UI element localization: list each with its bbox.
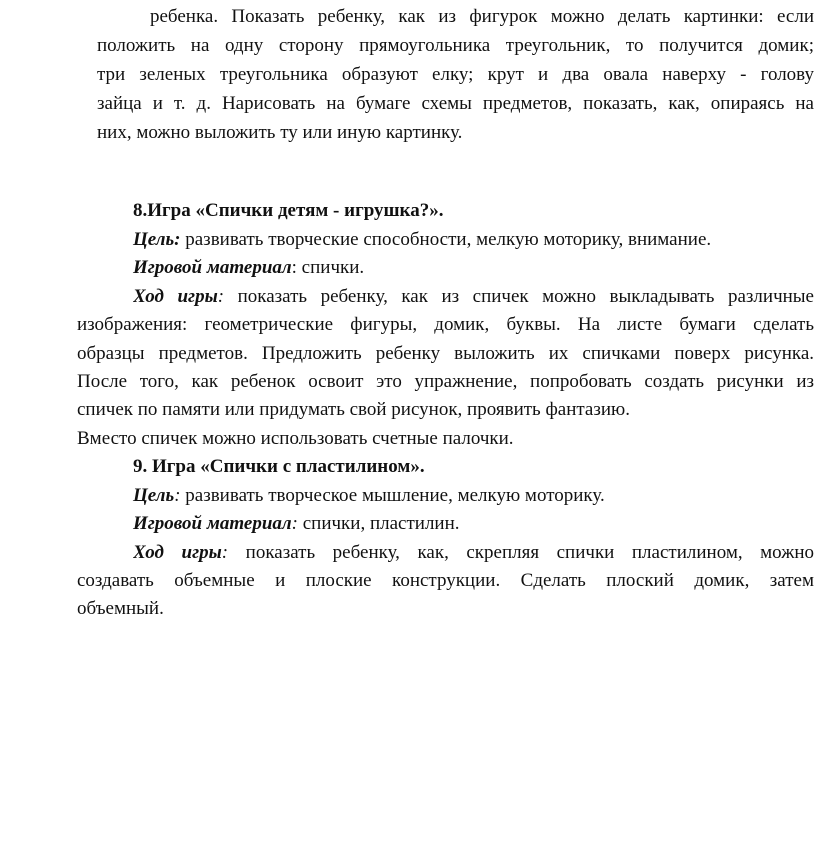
game8-process-line: спичек по памяти или придумать свой рисунок, проявить фантазию.	[77, 399, 630, 420]
game8-process-colon: :	[217, 286, 225, 307]
intro-line: ребенка. Показать ребенку, как из фигурок можно делать картинки: если	[150, 6, 814, 27]
intro-line: три зеленых треугольника образуют елку; крут и два овала наверху - голову	[97, 64, 814, 85]
game8-material	[133, 256, 364, 280]
game8-process-line: показать ребенку, как из спичек можно выкладывать различные	[224, 286, 814, 307]
game9-goal-label: Цель	[133, 485, 175, 506]
game8-title: 8.Игра «Спички детям - игрушка?».	[133, 200, 444, 221]
game8-process-line: Вместо спичек можно использовать счетные палочки.	[77, 428, 514, 449]
game9-material-label: Игровой материал	[133, 513, 292, 534]
game9-process-line: создавать объемные и плоские конструкции. Сделать плоский домик, затем	[77, 570, 814, 591]
game8-process	[133, 285, 814, 309]
game9-goal-text: развивать творческое мышление, мелкую моторику.	[180, 485, 605, 506]
intro-line: них, можно выложить ту или иную картинку.	[97, 122, 463, 143]
game8-material-text: : спички.	[291, 257, 365, 278]
game9-goal-colon: :	[174, 485, 181, 506]
game9-process-line: объемный.	[77, 598, 164, 619]
intro-line: положить на одну сторону прямоугольника треугольник, то получится домик;	[97, 35, 814, 56]
game9-material-colon: :	[291, 513, 298, 534]
game8-process-line: После того, как ребенок освоит это упражнение, попробовать создать рисунки из	[77, 371, 814, 392]
intro-line: зайца и т. д. Нарисовать на бумаге схемы предметов, показать, как, опираясь на	[97, 93, 814, 114]
game9-process-line: показать ребенку, как, скрепляя спички пластилином, можно	[228, 542, 814, 563]
game9-material-text: спички, пластилин.	[297, 513, 460, 534]
game9-process-label: Ход игры	[133, 542, 222, 563]
game8-process-line: изображения: геометрические фигуры, домик, буквы. На листе бумаги сделать	[77, 314, 814, 335]
game9-goal	[133, 484, 605, 508]
game9-material	[133, 512, 460, 536]
game8-goal-text: развивать творческие способности, мелкую моторику, внимание.	[180, 229, 712, 250]
game9-process-colon: :	[221, 542, 229, 563]
game8-goal-label: Цель:	[133, 229, 181, 250]
game8-goal	[133, 228, 711, 252]
game9-process	[133, 541, 814, 565]
game8-material-label: Игровой материал	[133, 257, 292, 278]
game9-title: 9. Игра «Спички с пластилином».	[133, 456, 425, 477]
game8-process-label: Ход игры	[133, 286, 218, 307]
game8-process-line: образцы предметов. Предложить ребенку выложить их спичками поверх рисунка.	[77, 343, 814, 364]
